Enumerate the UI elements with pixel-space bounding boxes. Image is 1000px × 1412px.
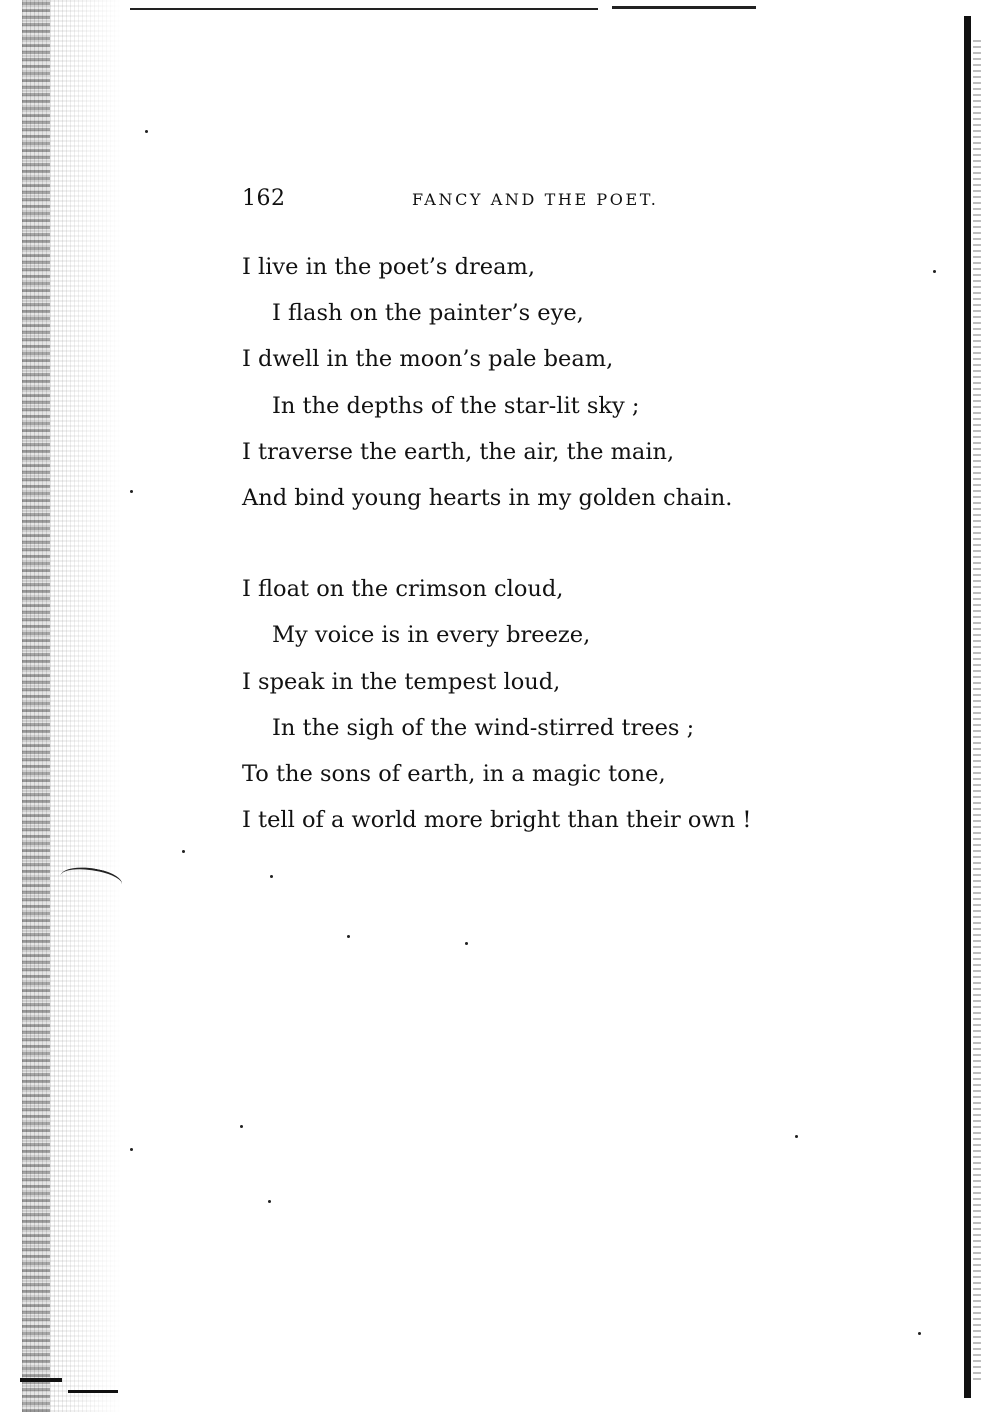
poem-line: My voice is in every breeze, (272, 622, 591, 649)
ink-speck (268, 1200, 271, 1203)
poem (242, 244, 862, 888)
ink-speck (918, 1332, 921, 1335)
ink-speck (145, 130, 148, 133)
ink-speck (130, 490, 133, 493)
page-number: 162 (242, 186, 286, 211)
poem-line: I live in the poet’s dream, (242, 254, 535, 280)
ink-speck (933, 270, 936, 273)
poem-line: To the sons of earth, in a magic tone, (242, 761, 666, 788)
ink-speck (182, 850, 185, 853)
poem-line: In the sigh of the wind-stirred trees ; (272, 714, 695, 741)
stanza (242, 566, 862, 843)
chapter-title: FANCY AND THE POET. (412, 190, 659, 209)
poem-line: In the depths of the star-lit sky ; (272, 392, 640, 419)
poem-line: I tell of a world more bright than their own ! (242, 807, 752, 834)
poem-line: I dwell in the moon’s pale beam, (242, 346, 614, 373)
top-edge-rule (130, 8, 598, 10)
ink-speck (240, 1125, 243, 1128)
poem-line: I speak in the tempest loud, (242, 668, 561, 695)
poem-line: I flash on the painter’s eye, (272, 300, 584, 327)
bottom-edge-mark (20, 1378, 62, 1382)
running-head (242, 186, 742, 218)
ink-speck (130, 1148, 133, 1151)
top-edge-rule-right (612, 6, 756, 9)
poem-line: I traverse the earth, the air, the main, (242, 438, 675, 465)
poem-line: And bind young hearts in my golden chain. (242, 485, 733, 512)
ink-speck (465, 942, 468, 945)
right-edge-grain (973, 40, 981, 1380)
stanza (242, 244, 862, 521)
ink-speck (795, 1135, 798, 1138)
ink-speck (347, 935, 350, 938)
poem-line: I float on the crimson cloud, (242, 576, 564, 603)
bottom-edge-mark (68, 1390, 118, 1393)
scan-binding-edge (22, 0, 50, 1412)
right-page-edge (964, 16, 971, 1398)
